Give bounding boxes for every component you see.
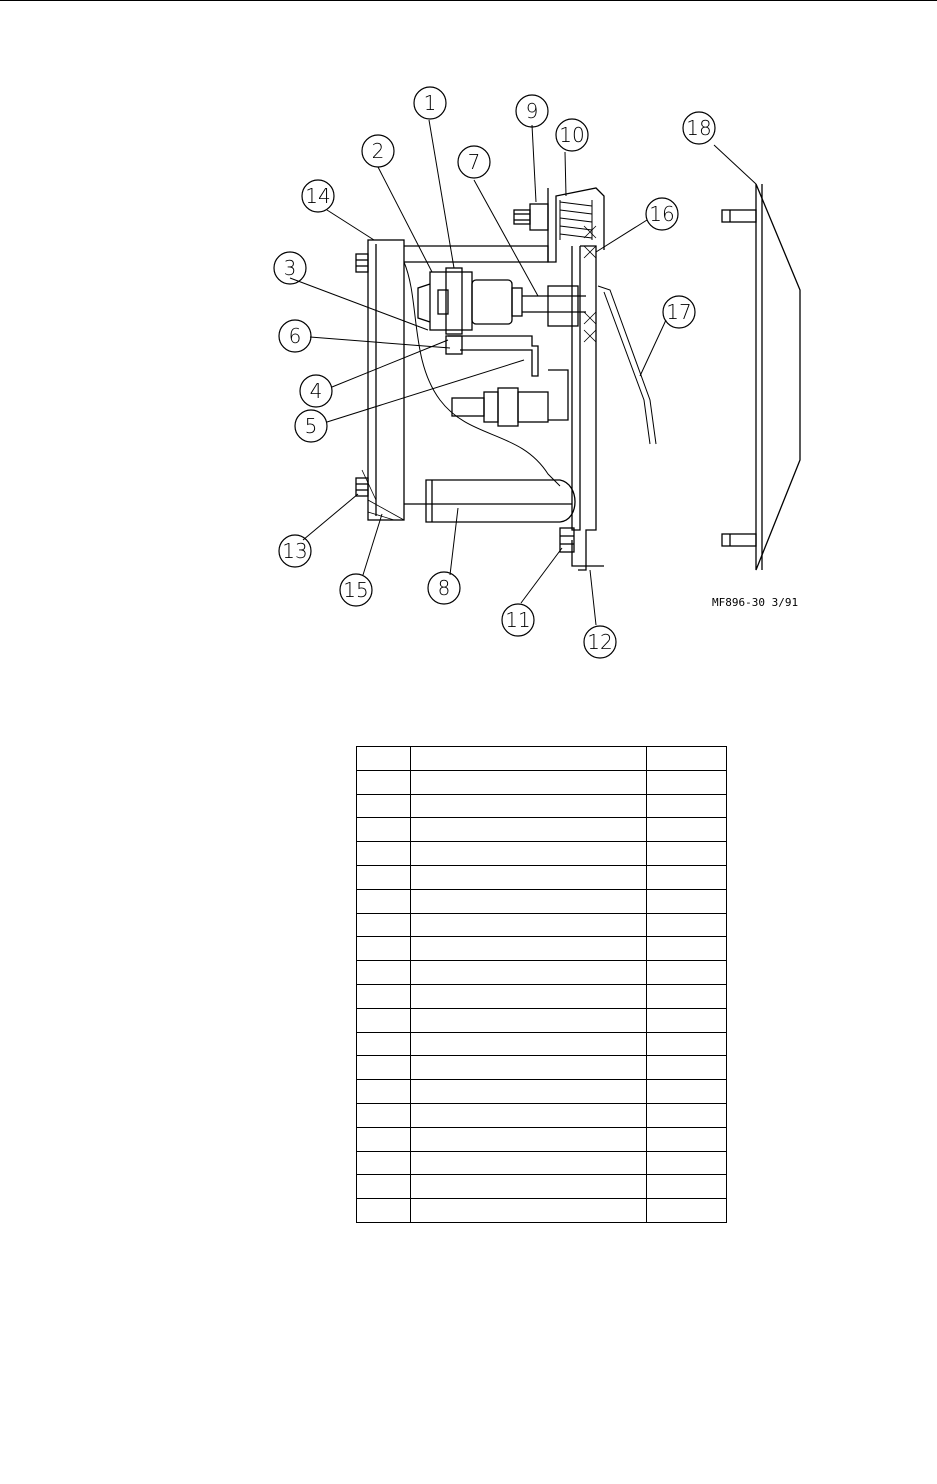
table-cell (411, 913, 647, 937)
svg-text:1: 1 (423, 91, 437, 115)
callout-16 (646, 198, 678, 230)
svg-text:14: 14 (305, 184, 331, 208)
table-cell (357, 1127, 411, 1151)
table-cell (357, 913, 411, 937)
table-cell (411, 1080, 647, 1104)
table-row (357, 1032, 727, 1056)
table-cell (357, 865, 411, 889)
callout-2 (362, 135, 394, 167)
table-row (357, 1151, 727, 1175)
table-cell (357, 1175, 411, 1199)
table-cell (411, 865, 647, 889)
table-row (357, 889, 727, 913)
table-cell (357, 889, 411, 913)
callout-10 (556, 119, 588, 151)
table-cell (647, 1151, 727, 1175)
table-row (357, 842, 727, 866)
table-row (357, 1199, 727, 1223)
table-cell (647, 1008, 727, 1032)
contact-block (418, 268, 586, 376)
table-row (357, 1080, 727, 1104)
callout-8 (428, 572, 460, 604)
table-cell (357, 1008, 411, 1032)
table-cell (647, 961, 727, 985)
table-cell (411, 1103, 647, 1127)
table-cell (357, 1151, 411, 1175)
table-cell (411, 1008, 647, 1032)
table-cell (357, 1103, 411, 1127)
table-row (357, 794, 727, 818)
svg-text:4: 4 (309, 379, 323, 403)
table-cell (411, 984, 647, 1008)
cover-plate (722, 184, 800, 570)
callout-12 (584, 626, 616, 658)
table-cell (647, 937, 727, 961)
svg-text:6: 6 (288, 324, 302, 348)
table-cell (411, 794, 647, 818)
svg-text:13: 13 (282, 539, 308, 563)
table-cell (411, 1032, 647, 1056)
svg-text:8: 8 (437, 576, 451, 600)
table-cell (647, 865, 727, 889)
callout-15 (340, 574, 372, 606)
table-row (357, 1127, 727, 1151)
table-cell (647, 984, 727, 1008)
table-cell (411, 770, 647, 794)
table-cell (357, 937, 411, 961)
table-cell (647, 913, 727, 937)
table-cell (647, 1127, 727, 1151)
callout-18 (683, 112, 715, 144)
table-cell (357, 818, 411, 842)
svg-text:17: 17 (666, 300, 692, 324)
callout-4 (300, 375, 332, 407)
table-cell (411, 961, 647, 985)
side-bolt (452, 370, 568, 426)
table-cell (647, 1103, 727, 1127)
table-row (357, 961, 727, 985)
table-cell (647, 1080, 727, 1104)
table-row (357, 937, 727, 961)
table-cell (411, 1151, 647, 1175)
top-bolt (514, 204, 548, 230)
callout-9 (516, 95, 548, 127)
svg-text:3: 3 (283, 256, 297, 280)
callouts (274, 87, 715, 658)
table-cell (357, 984, 411, 1008)
table-cell (357, 1199, 411, 1223)
svg-text:7: 7 (467, 150, 481, 174)
spring (560, 200, 592, 240)
svg-text:9: 9 (525, 99, 539, 123)
table-cell (411, 818, 647, 842)
table-cell (357, 1032, 411, 1056)
svg-text:12: 12 (587, 630, 613, 654)
table-cell (647, 889, 727, 913)
table-cell (411, 1175, 647, 1199)
table-row (357, 984, 727, 1008)
table-cell (647, 1199, 727, 1223)
drawing-code: MF896-30 3/91 (712, 596, 799, 609)
leader-lines (290, 120, 756, 625)
svg-text:18: 18 (686, 116, 712, 140)
table-cell (647, 1175, 727, 1199)
table-cell (411, 1127, 647, 1151)
table-row (357, 747, 727, 771)
table-row (357, 1056, 727, 1080)
callout-3 (274, 252, 306, 284)
table-cell (357, 1056, 411, 1080)
callout-5 (295, 410, 327, 442)
wire (598, 286, 656, 444)
svg-text:11: 11 (505, 608, 531, 632)
table-cell (357, 794, 411, 818)
table-row (357, 1103, 727, 1127)
table-cell (411, 937, 647, 961)
callout-17 (663, 296, 695, 328)
table-cell (357, 961, 411, 985)
parts-list-table (356, 746, 727, 1223)
table-cell (411, 842, 647, 866)
table-row (357, 913, 727, 937)
callout-13 (279, 535, 311, 567)
cylinder (426, 480, 575, 522)
table-cell (411, 747, 647, 771)
table-cell (647, 818, 727, 842)
callout-11 (502, 604, 534, 636)
exploded-assembly-drawing (0, 0, 937, 700)
table-row (357, 1008, 727, 1032)
table-cell (647, 842, 727, 866)
table-cell (357, 1080, 411, 1104)
table-cell (647, 770, 727, 794)
table-cell (647, 747, 727, 771)
svg-text:5: 5 (304, 414, 318, 438)
table-cell (357, 842, 411, 866)
svg-text:15: 15 (343, 578, 369, 602)
svg-text:16: 16 (649, 202, 675, 226)
table-cell (647, 794, 727, 818)
parts-list-body (357, 747, 727, 1223)
table-row (357, 770, 727, 794)
table-row (357, 818, 727, 842)
table-cell (357, 770, 411, 794)
table-row (357, 865, 727, 889)
table-cell (411, 1056, 647, 1080)
svg-text:2: 2 (371, 139, 385, 163)
table-row (357, 1175, 727, 1199)
table-cell (647, 1032, 727, 1056)
hatching (362, 226, 596, 520)
callout-6 (279, 320, 311, 352)
table-cell (647, 1056, 727, 1080)
table-cell (357, 747, 411, 771)
callout-14 (302, 180, 334, 212)
svg-text:10: 10 (559, 123, 585, 147)
callout-7 (458, 146, 490, 178)
callout-1 (414, 87, 446, 119)
table-cell (411, 889, 647, 913)
table-cell (411, 1199, 647, 1223)
